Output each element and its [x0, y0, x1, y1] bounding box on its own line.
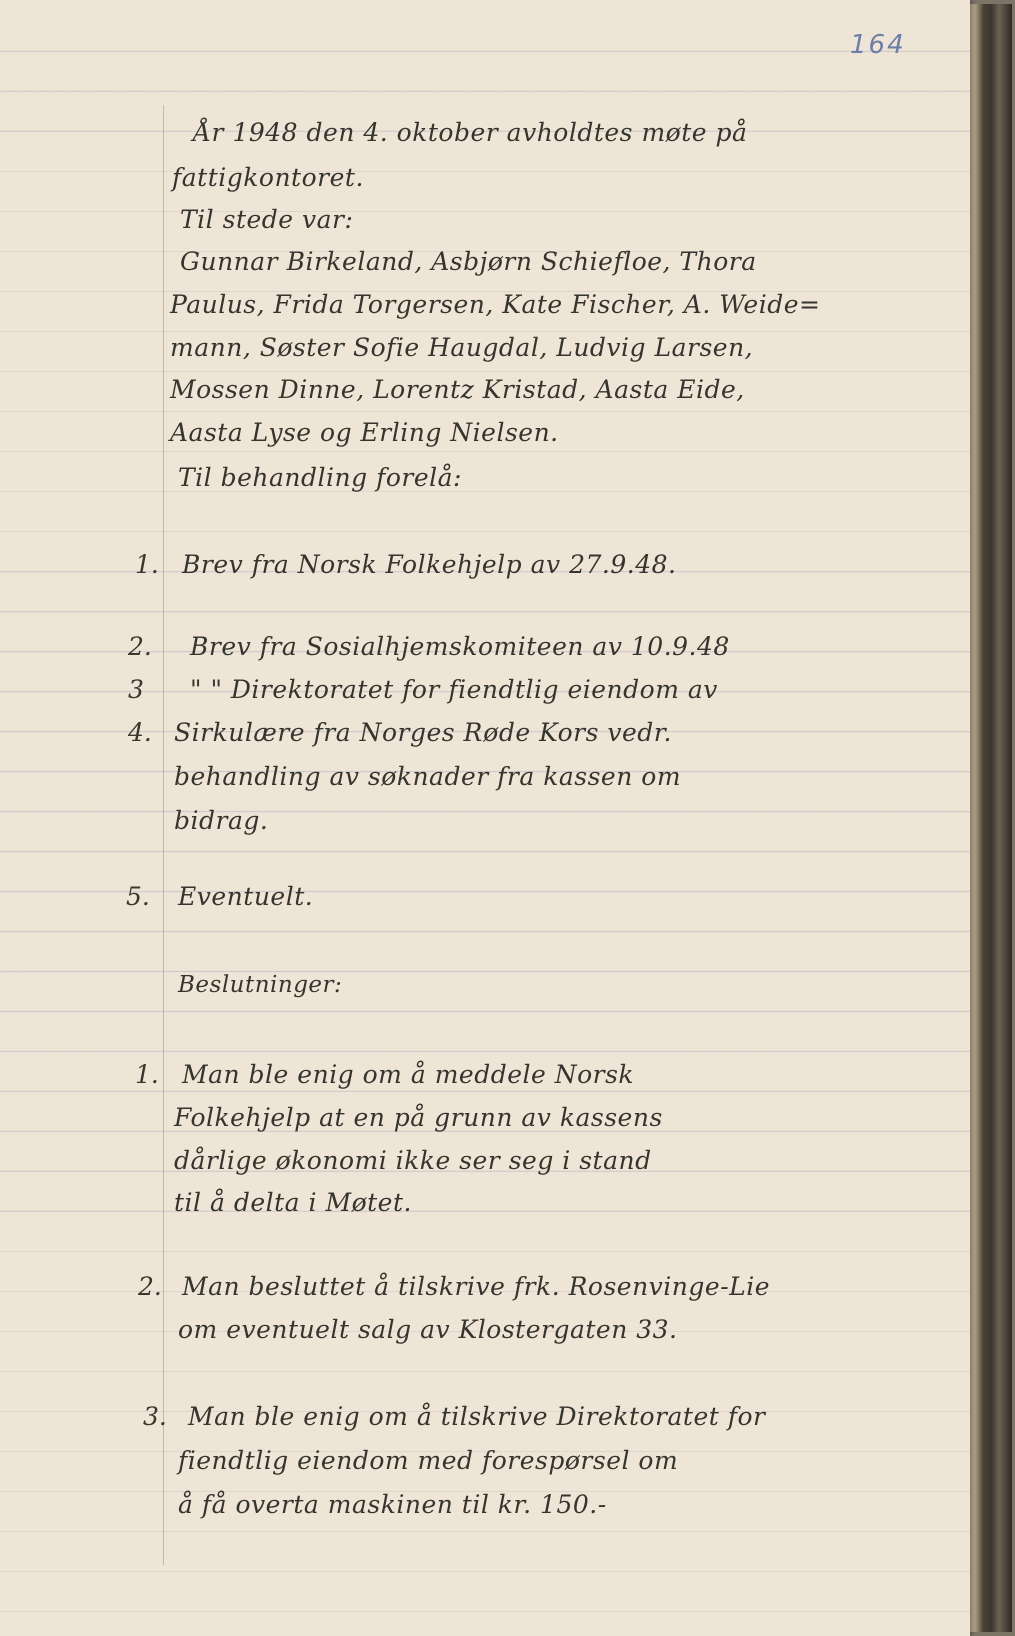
- agenda-number: 1.: [135, 550, 159, 579]
- agenda-line: Sirkulære fra Norges Røde Kors vedr.: [174, 718, 672, 747]
- agenda-line: Eventuelt.: [178, 882, 314, 911]
- agenda-line: bidrag.: [174, 806, 269, 835]
- intro-line: Til stede var:: [180, 205, 354, 234]
- intro-line: Paulus, Frida Torgersen, Kate Fischer, A. Weide=: [170, 290, 821, 319]
- intro-line: Mossen Dinne, Lorentz Kristad, Aasta Eide,: [170, 375, 745, 404]
- agenda-line: Brev fra Norsk Folkehjelp av 27.9.48.: [182, 550, 677, 579]
- decision-number: 3.: [143, 1402, 167, 1431]
- decision-line: Man ble enig om å meddele Norsk: [182, 1060, 635, 1089]
- agenda-line: behandling av søknader fra kassen om: [174, 762, 682, 791]
- decision-number: 1.: [135, 1060, 159, 1089]
- intro-line: Gunnar Birkeland, Asbjørn Schiefloe, Thora: [180, 247, 757, 276]
- decision-line: dårlige økonomi ikke ser seg i stand: [174, 1146, 652, 1175]
- decision-line: Man ble enig om å tilskrive Direktoratet for: [188, 1402, 766, 1431]
- agenda-line: Brev fra Sosialhjemskomiteen av 10.9.48: [190, 632, 730, 661]
- decision-line: om eventuelt salg av Klostergaten 33.: [178, 1315, 678, 1344]
- margin-line: [163, 105, 164, 1565]
- decision-line: til å delta i Møtet.: [174, 1188, 412, 1217]
- agenda-number: 2.: [128, 632, 152, 661]
- agenda-number: 5.: [126, 882, 150, 911]
- intro-line: mann, Søster Sofie Haugdal, Ludvig Larsen,: [170, 333, 754, 362]
- agenda-number: 3: [128, 675, 144, 704]
- page-number: 164: [850, 30, 906, 60]
- decisions-heading: Beslutninger:: [178, 972, 343, 998]
- agenda-line: " " Direktoratet for fiendtlig eiendom av: [190, 675, 718, 704]
- intro-line: fattigkontoret.: [172, 163, 364, 192]
- decision-line: Folkehjelp at en på grunn av kassens: [174, 1103, 663, 1132]
- intro-line: År 1948 den 4. oktober avholdtes møte på: [193, 118, 748, 147]
- decision-line: fiendtlig eiendom med forespørsel om: [178, 1446, 679, 1475]
- decision-number: 2.: [138, 1272, 162, 1301]
- decision-line: Man besluttet å tilskrive frk. Rosenvinge-Lie: [182, 1272, 771, 1301]
- decision-line: å få overta maskinen til kr. 150.-: [178, 1490, 607, 1519]
- intro-line: Aasta Lyse og Erling Nielsen.: [170, 418, 559, 447]
- agenda-number: 4.: [128, 718, 152, 747]
- intro-line: Til behandling forelå:: [178, 463, 462, 492]
